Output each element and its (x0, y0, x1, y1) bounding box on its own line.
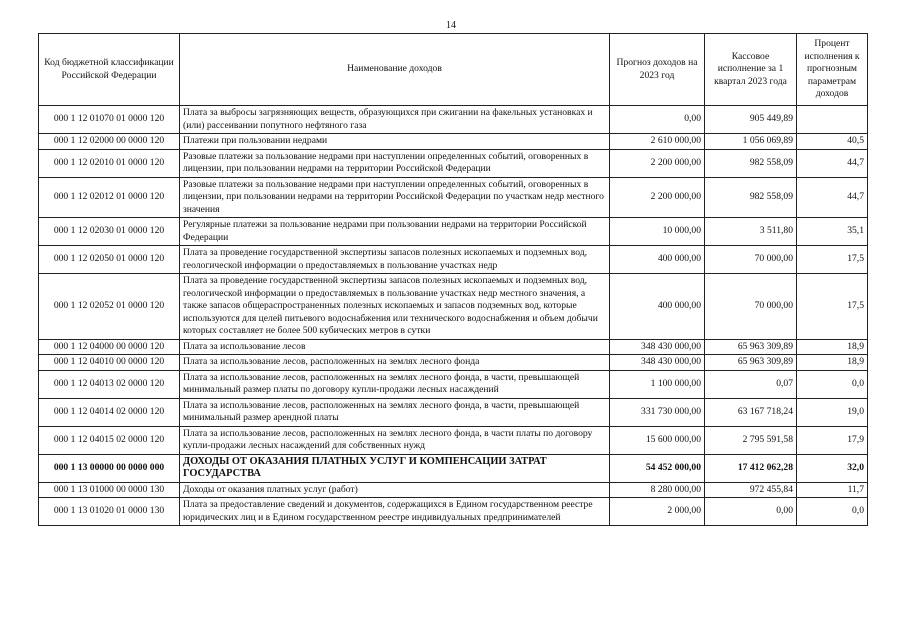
row-forecast: 1 100 000,00 (610, 370, 705, 398)
table-row (39, 106, 868, 134)
row-forecast: 15 600 000,00 (610, 426, 705, 454)
row-code: 000 1 13 01020 01 0000 130 (39, 498, 180, 526)
row-percent: 18,9 (797, 339, 868, 355)
table-row (39, 149, 868, 177)
header-forecast: Прогноз доходов на 2023 год (610, 34, 705, 106)
table-row (39, 482, 868, 498)
row-percent: 17,9 (797, 426, 868, 454)
row-forecast: 2 200 000,00 (610, 149, 705, 177)
row-forecast: 10 000,00 (610, 218, 705, 246)
row-forecast: 54 452 000,00 (610, 454, 705, 482)
row-code: 000 1 12 02010 01 0000 120 (39, 149, 180, 177)
row-code: 000 1 12 01070 01 0000 120 (39, 106, 180, 134)
row-cash: 63 167 718,24 (705, 398, 797, 426)
row-percent: 17,5 (797, 274, 868, 340)
row-code: 000 1 12 02000 00 0000 120 (39, 134, 180, 150)
row-percent: 44,7 (797, 177, 868, 218)
table-row (39, 246, 868, 274)
row-code: 000 1 12 02050 01 0000 120 (39, 246, 180, 274)
row-cash: 972 455,84 (705, 482, 797, 498)
table-row (39, 274, 868, 340)
row-percent: 32,0 (797, 454, 868, 482)
row-code: 000 1 12 02030 01 0000 120 (39, 218, 180, 246)
table-header-row (39, 34, 868, 106)
row-code: 000 1 12 04015 02 0000 120 (39, 426, 180, 454)
row-cash: 65 963 309,89 (705, 339, 797, 355)
row-code: 000 1 12 04010 00 0000 120 (39, 355, 180, 371)
row-cash: 0,07 (705, 370, 797, 398)
row-forecast: 8 280 000,00 (610, 482, 705, 498)
table-row (39, 134, 868, 150)
row-name: Доходы от оказания платных услуг (работ) (180, 482, 610, 498)
row-name: Плата за использование лесов (180, 339, 610, 355)
row-percent: 0,0 (797, 498, 868, 526)
row-cash: 70 000,00 (705, 246, 797, 274)
header-name: Наименование доходов (180, 34, 610, 106)
row-cash: 0,00 (705, 498, 797, 526)
row-name: Плата за использование лесов, расположенных на землях лесного фонда, в части, превышающей минимальный размер платы по договору купли-продажи лесных насаждений (180, 370, 610, 398)
row-code: 000 1 12 02012 01 0000 120 (39, 177, 180, 218)
row-cash: 70 000,00 (705, 274, 797, 340)
row-name: ДОХОДЫ ОТ ОКАЗАНИЯ ПЛАТНЫХ УСЛУГ И КОМПЕНСАЦИИ ЗАТРАТ ГОСУДАРСТВА (180, 454, 610, 482)
row-name: Плата за проведение государственной экспертизы запасов полезных ископаемых и подземных вод, геологической информации о предоставляемых в пользование участках недр местного значения, а также запасов общераспространенных полезных ископаемых и запасов подземных вод, которые используются для целей питьевого водоснабжения или технического водоснабжения и объем добычи которых составляет не более 500 кубических метров в сутки (180, 274, 610, 340)
row-percent: 11,7 (797, 482, 868, 498)
row-forecast: 0,00 (610, 106, 705, 134)
row-forecast: 2 610 000,00 (610, 134, 705, 150)
row-percent (797, 106, 868, 134)
row-forecast: 400 000,00 (610, 246, 705, 274)
row-percent: 0,0 (797, 370, 868, 398)
row-code: 000 1 12 04013 02 0000 120 (39, 370, 180, 398)
row-name: Разовые платежи за пользование недрами при наступлении определенных событий, оговоренных в лицензии, при пользовании недрами на территории Российской Федерации (180, 149, 610, 177)
row-cash: 2 795 591,58 (705, 426, 797, 454)
header-cash: Кассовое исполнение за 1 квартал 2023 года (705, 34, 797, 106)
header-percent: Процент исполнения к прогнозным параметрам доходов (797, 34, 868, 106)
row-code: 000 1 12 02052 01 0000 120 (39, 274, 180, 340)
row-cash: 3 511,80 (705, 218, 797, 246)
page-number: 14 (446, 20, 456, 31)
budget-income-table (38, 33, 868, 526)
table-row (39, 426, 868, 454)
table-row (39, 454, 868, 482)
row-cash: 982 558,09 (705, 149, 797, 177)
row-name: Плата за использование лесов, расположенных на землях лесного фонда, в части платы по договору купли-продажи лесных насаждений для собственных нужд (180, 426, 610, 454)
row-name: Плата за выбросы загрязняющих веществ, образующихся при сжигании на факельных установках и (или) рассеивании попутного нефтяного газа (180, 106, 610, 134)
row-cash: 17 412 062,28 (705, 454, 797, 482)
row-name: Плата за предоставление сведений и документов, содержащихся в Едином государственном реестре юридических лиц и в Едином государственном реестре индивидуальных предпринимателей (180, 498, 610, 526)
table-row (39, 370, 868, 398)
table-row (39, 339, 868, 355)
table-row (39, 498, 868, 526)
row-name: Плата за проведение государственной экспертизы запасов полезных ископаемых и подземных вод, геологической информации о предоставляемых в пользование участках недр (180, 246, 610, 274)
row-percent: 44,7 (797, 149, 868, 177)
row-code: 000 1 13 01000 00 0000 130 (39, 482, 180, 498)
row-forecast: 348 430 000,00 (610, 355, 705, 371)
row-percent: 19,0 (797, 398, 868, 426)
row-code: 000 1 12 04000 00 0000 120 (39, 339, 180, 355)
row-cash: 905 449,89 (705, 106, 797, 134)
row-forecast: 2 000,00 (610, 498, 705, 526)
row-percent: 18,9 (797, 355, 868, 371)
row-forecast: 348 430 000,00 (610, 339, 705, 355)
row-cash: 1 056 069,89 (705, 134, 797, 150)
table-row (39, 355, 868, 371)
row-cash: 65 963 309,89 (705, 355, 797, 371)
row-cash: 982 558,09 (705, 177, 797, 218)
row-code: 000 1 13 00000 00 0000 000 (39, 454, 180, 482)
header-code: Код бюджетной классификации Российской Федерации (39, 34, 180, 106)
row-name: Регулярные платежи за пользование недрами при пользовании недрами на территории Российской Федерации (180, 218, 610, 246)
row-percent: 40,5 (797, 134, 868, 150)
row-forecast: 2 200 000,00 (610, 177, 705, 218)
row-name: Плата за использование лесов, расположенных на землях лесного фонда (180, 355, 610, 371)
row-percent: 35,1 (797, 218, 868, 246)
row-forecast: 331 730 000,00 (610, 398, 705, 426)
row-forecast: 400 000,00 (610, 274, 705, 340)
row-percent: 17,5 (797, 246, 868, 274)
row-code: 000 1 12 04014 02 0000 120 (39, 398, 180, 426)
table-row (39, 398, 868, 426)
table-row (39, 218, 868, 246)
row-name: Плата за использование лесов, расположенных на землях лесного фонда, в части, превышающей минимальный размер арендной платы (180, 398, 610, 426)
row-name: Разовые платежи за пользование недрами при наступлении определенных событий, оговоренных в лицензии, при пользовании недрами на территории Российской Федерации по участкам недр местного значения (180, 177, 610, 218)
row-name: Платежи при пользовании недрами (180, 134, 610, 150)
table-row (39, 177, 868, 218)
